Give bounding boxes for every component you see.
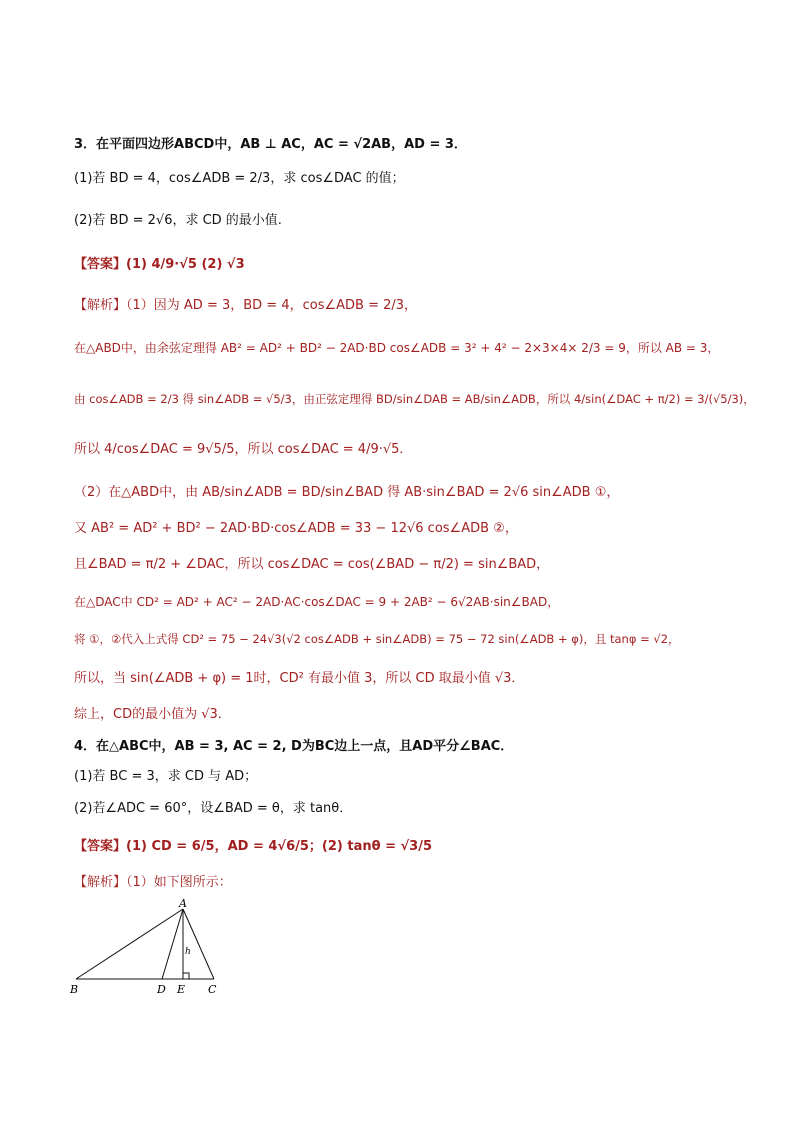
label-d: D [157, 983, 166, 996]
segment-ac [183, 909, 214, 979]
problem3-analysis-line-2: 在△ABD中，由余弦定理得 AB² = AD² + BD² − 2AD·BD cos∠ADB = 3² + 4² − 2×3×4× 2/3 = 9，所以 AB = 3， [74, 341, 720, 355]
problem4-q1: (1)若 BC = 3，求 CD 与 AD； [74, 769, 258, 784]
problem3-analysis-line-3: 由 cos∠ADB = 2/3 得 sin∠ADB = √5/3，由正弦定理得 BD/sin∠DAB = AB/sin∠ADB，所以 4/sin(∠DAC + π/2) = 3/(√5/3)， [74, 392, 755, 406]
problem3-analysis-line-7: 且∠BAD = π/2 + ∠DAC，所以 cos∠DAC = cos(∠BAD − π/2) = sin∠BAD， [74, 557, 550, 572]
label-a: A [179, 897, 187, 910]
problem3-analysis-line-1: 【解析】（1）因为 AD = 3，BD = 4，cos∠ADB = 2/3， [74, 298, 418, 313]
segment-ab [76, 909, 183, 979]
label-b: B [70, 983, 79, 996]
label-h: h [185, 947, 191, 957]
problem4-answer: 【答案】(1) CD = 6/5，AD = 4√6/5；(2) tanθ = √3/5 [74, 839, 433, 854]
problem3-analysis-line-4: 所以 4/cos∠DAC = 9√5/5，所以 cos∠DAC = 4/9·√5． [74, 442, 413, 457]
problem3-q1: (1)若 BD = 4，cos∠ADB = 2/3，求 cos∠DAC 的值； [74, 171, 405, 186]
triangle-diagram [66, 896, 236, 1002]
problem3-analysis-line-8: 在△DAC中 CD² = AD² + AC² − 2AD·AC·cos∠DAC = 9 + 2AB² − 6√2AB·sin∠BAD， [74, 595, 560, 609]
problem3-analysis-line-6: 又 AB² = AD² + BD² − 2AD·BD·cos∠ADB = 33 − 12√6 cos∠ADB ②， [74, 521, 518, 536]
problem4-q2: (2)若∠ADC = 60°，设∠BAD = θ，求 tanθ． [74, 801, 353, 816]
problem4-stem: 4．在△ABC中，AB = 3, AC = 2, D为BC边上一点，且AD平分∠BAC． [74, 739, 514, 754]
label-c: C [208, 983, 217, 996]
problem4-analysis-intro: 【解析】（1）如下图所示： [74, 875, 232, 890]
problem3-q2: (2)若 BD = 2√6，求 CD 的最小值. [74, 213, 282, 228]
problem3-answer: 【答案】(1) 4/9·√5 (2) √3 [74, 257, 245, 272]
segment-ad [162, 909, 183, 979]
right-angle-mark [183, 973, 189, 979]
label-e: E [177, 983, 186, 996]
problem3-analysis-line-5: （2）在△ABD中，由 AB/sin∠ADB = BD/sin∠BAD 得 AB·sin∠BAD = 2√6 sin∠ADB ①， [74, 485, 620, 500]
problem3-analysis-line-9: 将 ①，②代入上式得 CD² = 75 − 24√3(√2 cos∠ADB + sin∠ADB) = 75 − 72 sin(∠ADB + φ)，且 tanφ = √2， [74, 632, 680, 646]
problem3-stem: 3．在平面四边形ABCD中，AB ⊥ AC，AC = √2AB，AD = 3． [74, 137, 467, 152]
problem3-analysis-line-11: 综上，CD的最小值为 √3． [74, 707, 231, 722]
problem3-analysis-line-10: 所以，当 sin(∠ADB + φ) = 1时，CD² 有最小值 3，所以 CD 取最小值 √3． [74, 671, 525, 686]
